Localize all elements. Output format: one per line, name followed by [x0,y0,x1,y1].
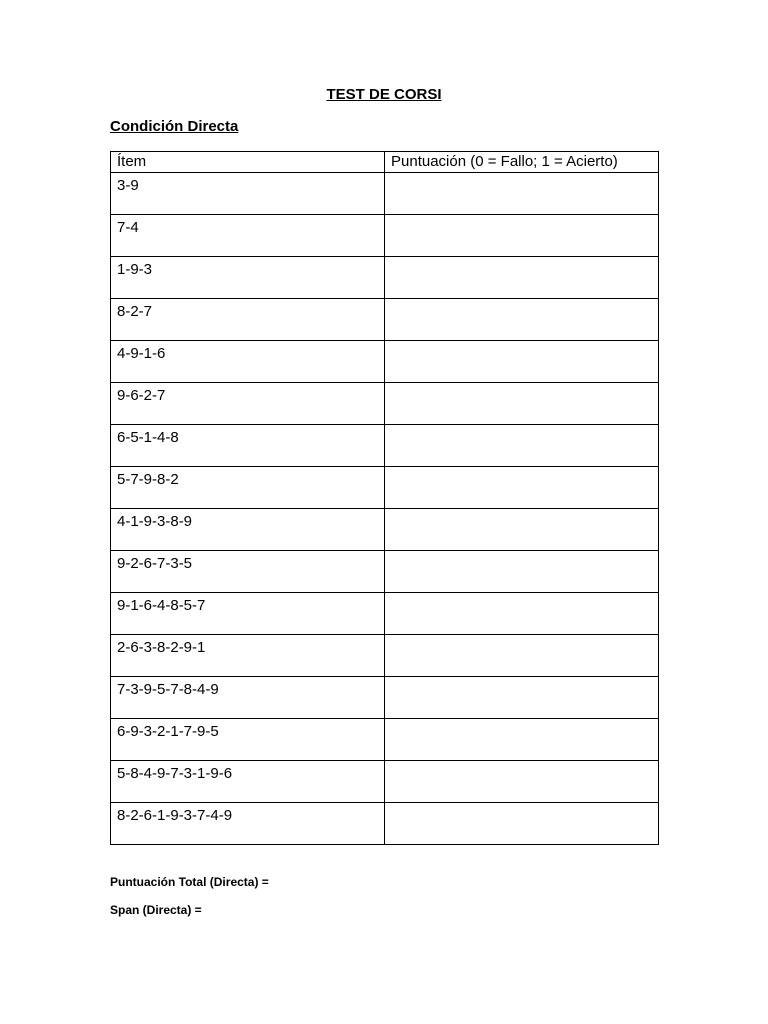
score-cell [385,635,659,677]
table-body [111,152,659,845]
table-row [111,761,659,803]
score-input[interactable] [391,301,658,337]
score-cell [385,215,659,257]
column-header-score: Puntuación (0 = Fallo; 1 = Acierto) [385,152,659,173]
score-input[interactable] [391,427,658,463]
score-input[interactable] [391,679,658,715]
score-cell [385,299,659,341]
score-input[interactable] [391,721,658,757]
score-input[interactable] [391,595,658,631]
document-title: TEST DE CORSI [326,86,442,103]
item-sequence-cell: 5-7-9-8-2 [111,467,385,509]
score-input[interactable] [391,511,658,547]
item-sequence-cell: 5-8-4-9-7-3-1-9-6 [111,761,385,803]
score-input[interactable] [391,343,658,379]
score-input[interactable] [391,637,658,673]
section-heading: Condición Directa [110,118,239,135]
table-row [111,341,659,383]
table-row [111,593,659,635]
score-cell [385,425,659,467]
item-sequence-cell: 7-3-9-5-7-8-4-9 [111,677,385,719]
item-sequence-cell: 9-2-6-7-3-5 [111,551,385,593]
item-sequence-cell: 2-6-3-8-2-9-1 [111,635,385,677]
item-sequence-cell: 4-1-9-3-8-9 [111,509,385,551]
item-sequence-cell: 4-9-1-6 [111,341,385,383]
table-row [111,173,659,215]
item-sequence-cell: 9-6-2-7 [111,383,385,425]
score-cell [385,509,659,551]
score-input[interactable] [391,259,658,295]
item-sequence-cell: 1-9-3 [111,257,385,299]
score-cell [385,803,659,845]
item-sequence-cell: 7-4 [111,215,385,257]
table-row [111,509,659,551]
item-sequence-cell: 9-1-6-4-8-5-7 [111,593,385,635]
score-input[interactable] [391,763,658,799]
score-cell [385,551,659,593]
table-row [111,551,659,593]
score-input[interactable] [391,805,658,841]
span-label: Span (Directa) = [110,903,202,917]
score-cell [385,761,659,803]
table-row [111,299,659,341]
item-sequence-cell: 6-9-3-2-1-7-9-5 [111,719,385,761]
table-row [111,467,659,509]
score-cell [385,677,659,719]
score-input[interactable] [391,175,658,211]
score-cell [385,383,659,425]
score-cell [385,173,659,215]
table-row [111,635,659,677]
score-cell [385,593,659,635]
column-header-item: Ítem [111,152,385,173]
score-input[interactable] [391,385,658,421]
item-sequence-cell: 6-5-1-4-8 [111,425,385,467]
score-cell [385,467,659,509]
item-sequence-cell: 3-9 [111,173,385,215]
item-sequence-cell: 8-2-7 [111,299,385,341]
corsi-score-table [110,151,659,845]
table-row [111,383,659,425]
item-sequence-cell: 8-2-6-1-9-3-7-4-9 [111,803,385,845]
table-row [111,803,659,845]
total-score-label: Puntuación Total (Directa) = [110,875,269,889]
table-row [111,719,659,761]
score-cell [385,257,659,299]
score-cell [385,719,659,761]
score-input[interactable] [391,553,658,589]
score-cell [385,341,659,383]
score-input[interactable] [391,469,658,505]
table-row [111,677,659,719]
table-row [111,257,659,299]
table-row [111,425,659,467]
table-header-row [111,152,659,173]
table-row [111,215,659,257]
score-input[interactable] [391,217,658,253]
